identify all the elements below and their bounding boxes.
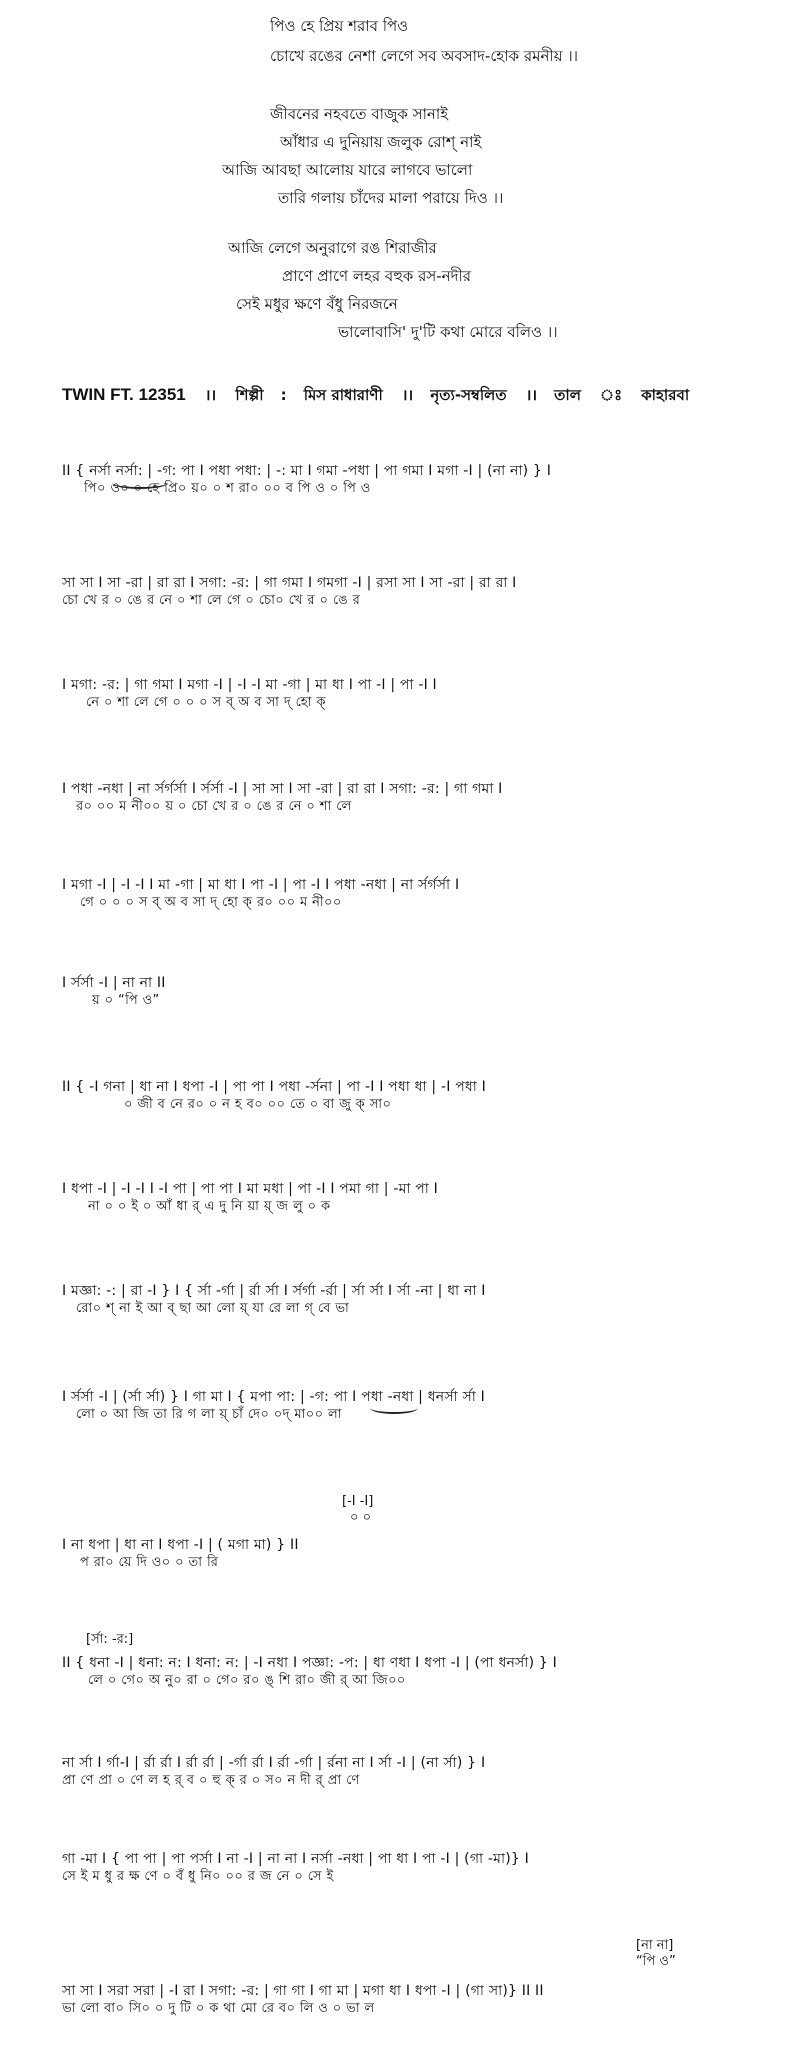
swara-line: II { -I গনা | ধা না I ধপা -I | পা পা I পধা -র্সনা | পা -I I পধা ধা | -I পধা I: [62, 1079, 486, 1095]
notation-row: [62, 780, 503, 816]
bracket-annotation: [636, 1938, 676, 1970]
tala-label: তাল: [554, 386, 581, 404]
bracket-annotation: [342, 1494, 373, 1526]
notation-row: [62, 676, 437, 712]
tala-name: কাহারবা: [641, 386, 690, 404]
lyric-line: আজি লেগে অনুরাগে রঙ শিরাজীর: [228, 239, 437, 257]
syllable-line: গে ০ ০ ০ স ব্ অ ব সা দ্ হো ক্ র০ ০০ ম নী০০: [80, 895, 342, 910]
syllable-line: লো ০ আ জি তা রি গ লা য়্ চাঁ দে০ ০দ্ মা০০ লা: [76, 1407, 342, 1422]
lyric-line: তারি গলায় চাঁদের মালা পরায়ে দিও ।।: [278, 189, 504, 207]
swara-line: I না ধপা | ধা না I ধপা -I | ( মগা মা) } II: [62, 1537, 299, 1553]
notation-row: [62, 1282, 486, 1318]
notation-row: [62, 1850, 529, 1886]
separator: ।।: [204, 386, 217, 404]
swara-line: না র্সা I র্গা-I | র্রা র্রা I র্রা র্রা | -র্গা র্রা I র্রা -র্গা | র্রনা না I র্সা -I | (না র্সা) } I: [62, 1755, 486, 1771]
notation-row: [62, 1078, 486, 1114]
notation-row: [62, 1388, 485, 1424]
swara-line: [-I -I]: [342, 1494, 374, 1509]
syllable-line: রো০ শ্ না ই আ ব্ ছা আ লো য়্ যা রে লা গ্ বে ভা: [76, 1301, 350, 1316]
syllable-line: ০ জী ব নে র০ ০ ন হ ব০ ০০ তে ০ বা জু ক্ সা০: [124, 1097, 392, 1112]
swara-line: I মজ্ঞা: -: | রা -I } I { র্সা -র্গা | র্রা র্সা I র্সর্গা -র্রা | র্সা র্সা I র্সা -না | ধা না I: [62, 1283, 486, 1299]
slur-mark: [112, 477, 168, 489]
notation-row: [62, 974, 166, 1010]
swara-line: I ধপা -I | -I -I I -I পা | পা পা I মা মধা | পা -I I পমা গা | -মা পা I: [62, 1181, 439, 1197]
lyric-line: সেই মধুর ক্ষণে বঁধু নিরজনে: [236, 295, 398, 313]
syllable-line: র০ ০০ ম নী০০ য় ০ চো খে র ০ ঙে র নে ০ শা লে: [76, 799, 352, 814]
swara-line: I র্সর্সা -I | না না II: [62, 975, 166, 991]
separator: :: [280, 386, 287, 404]
bracket-annotation: [86, 1632, 133, 1648]
syllable-line: প্রা ণে প্রা ০ ণে ল হ র্ ব ০ হু ক্ র ০ স০ ন দী র্ প্রা ণে: [62, 1773, 360, 1788]
syllable-line: সে ই ম ধু র ক্ষ ণে ০ বঁ ধু নি০ ০০ র জ নে ০ সে ই: [62, 1869, 334, 1884]
syllable-line: য় ০ “পি ও”: [92, 993, 160, 1008]
artist-label: শিল্পী: [235, 386, 264, 404]
swara-line: সা সা I সরা সরা | -I রা I সগা: -র: | গা গা I গা মা | মগা ধা I ধপা -I | (গা সা)} II II: [62, 1983, 544, 1999]
lyric-line: আঁধার এ দুনিয়ায় জলুক রোশ্ নাই: [280, 133, 482, 151]
lyric-line: ভালোবাসি' দু'টি কথা মোরে বলিও ।।: [338, 323, 558, 341]
swara-line: I মগা: -র: | গা গমা I মগা -I | -I -I মা -গা | মা ধা I পা -I | পা -I I: [62, 677, 437, 693]
swara-line: I মগা -I | -I -I I মা -গা | মা ধা I পা -I | পা -I I পধা -নধা | না র্সর্গর্সা I: [62, 877, 460, 893]
separator: ।।: [525, 386, 538, 404]
lyric-line: চোখে রঙের নেশা লেগে সব অবসাদ-হোক রমনীয় ।।: [270, 47, 579, 65]
lyric-line: প্রাণে প্রাণে লহর বহুক রস-নদীর: [282, 267, 472, 285]
syllable-line: ভা লো বা০ সি০ ০ দু টি ০ ক থা মো রে ব০ লি ও ০ ভা ল: [62, 2001, 375, 2016]
syllable-line: পি০ ও০ ০ হে প্রি০ য়০ ০ শ রা০ ০০ ব পি ও ০ পি ও: [84, 481, 371, 496]
record-code: TWIN FT. 12351: [62, 385, 186, 404]
swara-line: [র্সা: -র:]: [86, 1632, 134, 1647]
notation-row: [62, 1180, 438, 1216]
notation-row: [62, 574, 517, 610]
swara-line: সা সা I সা -রা | রা রা I সগা: -র: | গা গমা I গমগা -I | রসা সা I সা -রা | রা রা I: [62, 575, 517, 591]
swara-line: II { ধনা -I | ধনা: ন: I ধনা: ন: | -I নধা I পজ্ঞা: -প: | ধা ণধা I ধপা -I | (পা ধনর্সা) } I: [62, 1655, 557, 1671]
syllable-line: ০ ০: [350, 1510, 372, 1525]
lyric-line: আজি আবছা আলোয় যারে লাগবে ভালো: [222, 161, 473, 179]
record-header: [62, 384, 762, 406]
swara-line: গা -মা I { পা পা | পা পর্সা I না -I | না না I নর্সা -নধা | পা ধা I পা -I | (গা -মা)} I: [62, 1851, 529, 1867]
notation-row: [62, 876, 459, 912]
syllable-line: নে ০ শা লে গে ০ ০ ০ স ব্ অ ব সা দ্ হো ক্: [86, 695, 326, 710]
slur-mark: [370, 1402, 418, 1414]
syllable-line: লে ০ গে০ অ নু০ রা ০ গে০ র০ ঙ্ শি রা০ জী র্ আ জি০০: [88, 1673, 406, 1688]
syllable-line: চো খে র ০ ঙে র নে ০ শা লে গে ০ চো০ খে র ০ ঙে র: [62, 593, 361, 608]
genre: নৃত্য-সম্বলিত: [430, 386, 507, 404]
separator: ঃ: [600, 386, 623, 404]
separator: ।।: [401, 386, 414, 404]
swara-line: [না না]: [636, 1938, 674, 1953]
notation-row: [62, 1982, 544, 2018]
syllable-line: প রা০ য়ে দি ও০ ০ তা রি: [80, 1555, 219, 1570]
notation-row: [62, 1654, 557, 1690]
syllable-line: “পি ও”: [636, 1954, 676, 1969]
swara-line: I র্সর্সা -I | (র্সা র্সা) } I গা মা I { মপা পা: | -গ: পা I পধা -নধা | ধনর্সা র্সা I: [62, 1389, 485, 1405]
swara-line: II { নর্সা নর্সা: | -গ: পা I পধা পধা: | -: মা I গমা -পধা | পা গমা I মগা -I | (না না) } I: [62, 463, 552, 479]
artist-name: মিস রাধারাণী: [303, 386, 383, 404]
notation-row: [62, 1536, 299, 1572]
swara-line: I পধা -নধা | না র্সর্গর্সা I র্সর্সা -I | সা সা I সা -রা | রা রা I সগা: -র: | গা গমা I: [62, 781, 503, 797]
lyric-line: পিও হে প্রিয় শরাব পিও: [270, 17, 409, 35]
notation-row: [62, 1754, 485, 1790]
syllable-line: না ০ ০ ই ০ আঁ ধা র্ এ দু নি য়া য়্ জ লু ০ ক: [88, 1199, 331, 1214]
lyric-line: জীবনের নহবতে বাজুক সানাই: [270, 105, 449, 123]
